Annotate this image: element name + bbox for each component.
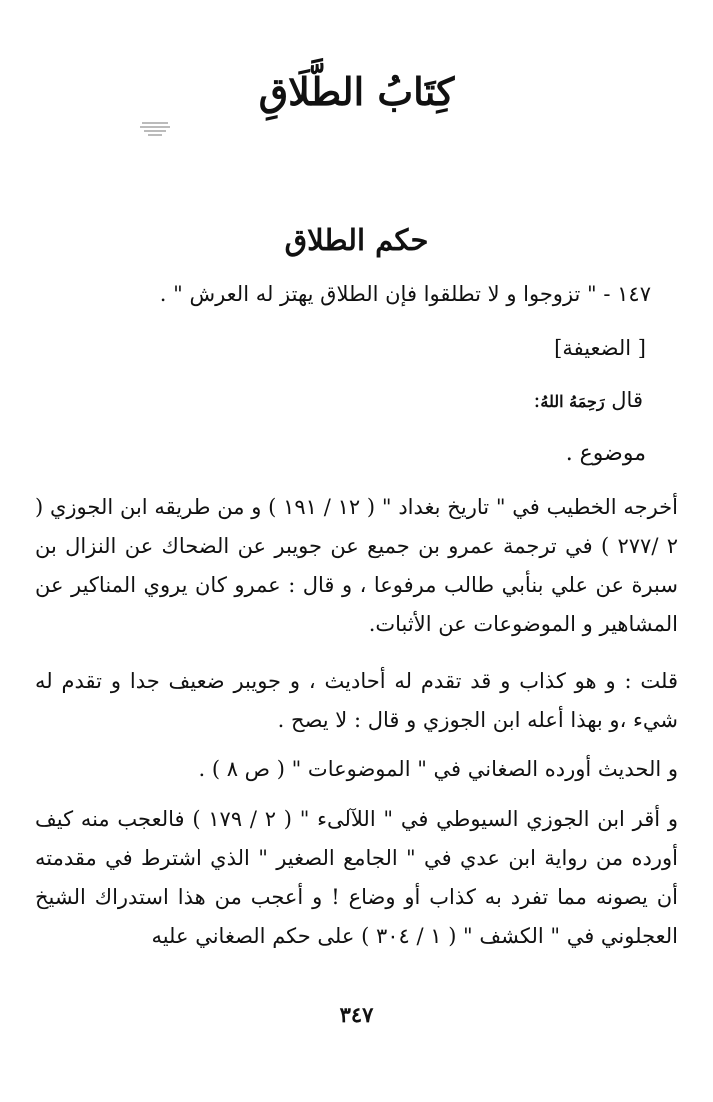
decorative-ornament-icon	[138, 118, 172, 138]
grade-label: [ الضعيفة]	[554, 336, 646, 360]
commentary-paragraph: و الحديث أورده الصغاني في " الموضوعات " ( ص ٨ ) .	[198, 757, 678, 781]
section-title: حكم الطلاق	[284, 223, 429, 257]
qala-suffix: :	[533, 388, 541, 412]
qala-prefix: قال	[611, 388, 643, 412]
commentary-paragraph: و أقر ابن الجوزي السيوطي في " اللآلىء " ( ٢ / ١٧٩ ) فالعجب منه كيف أورده من رواية ابن عدي في " الجامع الصغير " الذي اشترط في مقدمته أن يصونه مما تفرد به كذاب أو وضاع ! و أعجب من هذا استدراك الشيخ العجلوني في " الكشف " ( ١ / ٣٠٤ ) على حكم الصغاني عليه	[35, 807, 678, 948]
commentary-paragraph: أخرجه الخطيب في " تاريخ بغداد " ( ١٢ / ١٩١ ) و من طريقه ابن الجوزي ( ٢ /٢٧٧ ) في ترجمة عمرو بن جميع عن جويبر عن الضحاك عن النزال بن سبرة عن علي بنأبي طالب مرفوعا ، و قال : عمرو كان يروي المناكير عن المشاهير و الموضوعات عن الأثبات.	[35, 495, 678, 636]
author-attribution	[533, 380, 643, 422]
hadith-text: ١٤٧ - " تزوجوا و لا تطلقوا فإن الطلاق يهتز له العرش " .	[159, 282, 651, 306]
chapter-title: كِتَابُ الطَّلَاقِ	[258, 69, 455, 114]
page-number: ٣٤٧	[339, 1002, 374, 1027]
commentary-paragraph: قلت : و هو كذاب و قد تقدم له أحاديث ، و جويبر ضعيف جدا و تقدم له شيء ،و بهذا أعله ابن الجوزي و قال : لا يصح .	[35, 669, 678, 732]
hadith-ruling: موضوع .	[565, 441, 646, 466]
honorific-phrase: رَحِمَهُ اللهُ	[540, 392, 605, 411]
